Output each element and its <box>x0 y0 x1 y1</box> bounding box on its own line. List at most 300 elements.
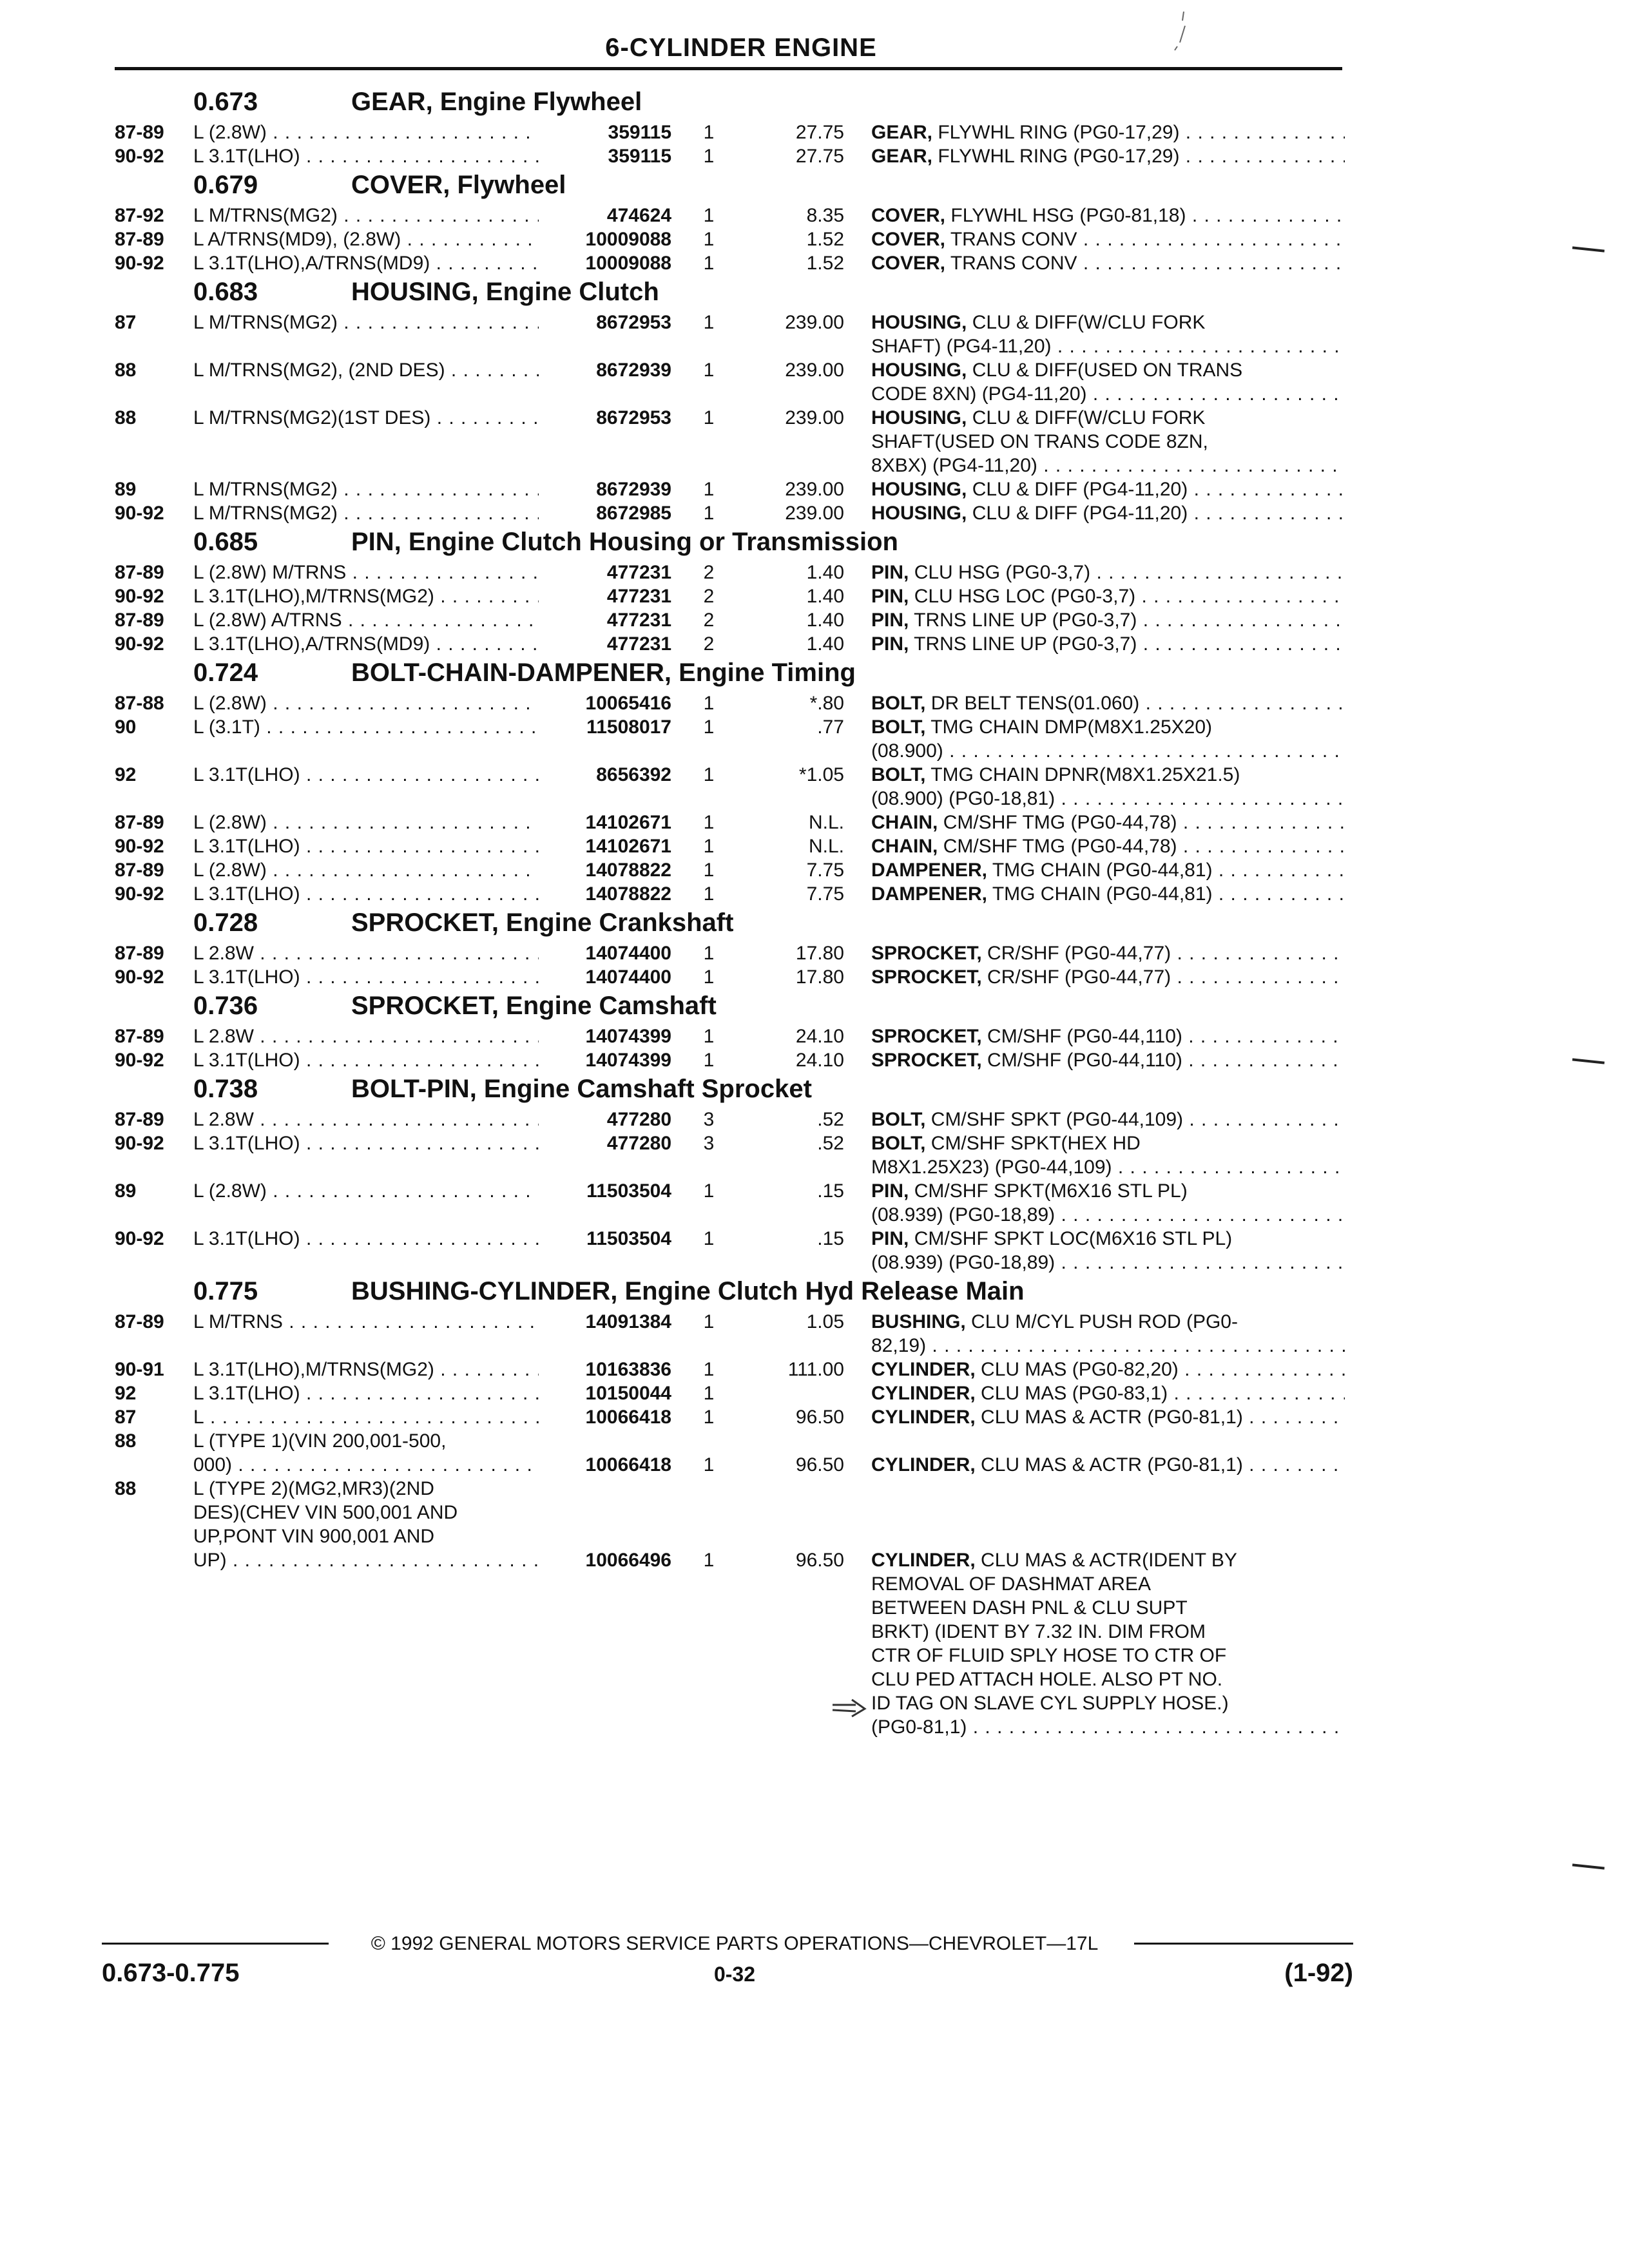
section-name: BOLT-CHAIN-DAMPENER, Engine Timing <box>351 658 856 687</box>
description-line <box>871 858 1345 882</box>
description-text: FLYWHL RING (PG0-17,29) <box>938 122 1180 143</box>
application <box>193 1179 539 1203</box>
description-keyword: GEAR, <box>871 146 933 167</box>
price: .52 <box>817 1133 844 1154</box>
part-number: 8672953 <box>596 407 671 428</box>
application-line: L . . . <box>193 1405 539 1429</box>
description-line <box>871 144 1345 168</box>
description <box>871 715 1345 763</box>
description <box>871 1048 1345 1072</box>
description-line <box>871 608 1345 632</box>
part-number: 14091384 <box>585 1311 671 1332</box>
description-line <box>871 1155 1345 1179</box>
description-text: CLU MAS (PG0-83,1) <box>981 1383 1168 1404</box>
part-row <box>0 691 1629 715</box>
description-line <box>871 1358 1345 1381</box>
model-years: 87-89 <box>115 1026 164 1047</box>
description-text: TMG CHAIN DMP(M8X1.25X20) <box>930 716 1212 738</box>
quantity: 1 <box>703 966 715 988</box>
description-text: BRKT) (IDENT BY 7.32 IN. DIM FROM <box>871 1621 1206 1642</box>
part-number: 10066418 <box>585 1454 671 1475</box>
description-line <box>871 632 1345 656</box>
description-keyword: SPROCKET, <box>871 1026 982 1047</box>
description-text: CLU MAS (PG0-82,20) <box>981 1359 1179 1380</box>
application <box>193 358 539 382</box>
section-number: 0.679 <box>193 171 258 199</box>
description-keyword: SPROCKET, <box>871 966 982 988</box>
quantity: 1 <box>703 693 715 714</box>
description <box>871 608 1345 632</box>
section-number: 0.673 <box>193 88 258 116</box>
part-row <box>0 251 1629 275</box>
quantity: 1 <box>703 205 715 226</box>
application-line: L M/TRNS(MG2) . . . <box>193 477 539 501</box>
description-keyword: SPROCKET, <box>871 943 982 964</box>
price: .77 <box>817 716 844 738</box>
description-line <box>871 406 1345 430</box>
price: 7.75 <box>806 883 844 905</box>
quantity: 1 <box>703 229 715 250</box>
part-number: 10150044 <box>585 1383 671 1404</box>
description-keyword: CYLINDER, <box>871 1454 976 1475</box>
section-name: GEAR, Engine Flywheel <box>351 88 642 116</box>
part-number: 477231 <box>606 562 671 583</box>
application-line: L 3.1T(LHO) . . . <box>193 834 539 858</box>
description-text: TRANS CONV <box>950 229 1077 250</box>
description-keyword: PIN, <box>871 1180 909 1202</box>
application-line: UP,PONT VIN 900,001 AND <box>193 1526 435 1547</box>
description-text: CLU PED ATTACH HOLE. ALSO PT NO. <box>871 1669 1223 1690</box>
application-line: L M/TRNS(MG2), (2ND DES) . . . <box>193 358 539 382</box>
part-number: 477231 <box>606 610 671 631</box>
description <box>871 1358 1345 1381</box>
description-line <box>871 965 1345 989</box>
quantity: 1 <box>703 253 715 274</box>
description-keyword: PIN, <box>871 562 909 583</box>
quantity: 3 <box>703 1133 715 1154</box>
description-line <box>871 1644 1345 1667</box>
price: 27.75 <box>795 146 844 167</box>
description-line <box>871 358 1345 382</box>
part-row <box>0 632 1629 656</box>
description-text: DR BELT TENS(01.060) <box>930 693 1140 714</box>
section-heading <box>0 88 1629 117</box>
quantity: 1 <box>703 812 715 833</box>
application-line: L 2.8W . . . <box>193 1108 539 1131</box>
description-line <box>871 120 1345 144</box>
quantity: 1 <box>703 716 715 738</box>
application-line: L 3.1T(LHO) . . . <box>193 763 539 787</box>
application <box>193 1024 539 1048</box>
description <box>871 1548 1345 1739</box>
part-number: 10009088 <box>585 229 671 250</box>
description-line <box>871 1024 1345 1048</box>
application <box>193 144 539 168</box>
part-row <box>0 1024 1629 1048</box>
description-text: CR/SHF (PG0-44,77) <box>987 966 1171 988</box>
part-number: 14074399 <box>585 1026 671 1047</box>
section-heading <box>0 908 1629 938</box>
price: *1.05 <box>798 764 844 785</box>
application <box>193 1310 539 1334</box>
application <box>193 763 539 787</box>
model-years: 87-89 <box>115 1311 164 1332</box>
section-range: 0.673-0.775 <box>102 1959 240 1987</box>
application <box>193 1227 539 1251</box>
application-line: L A/TRNS(MD9), (2.8W) . . . <box>193 227 539 251</box>
part-row <box>0 1310 1629 1358</box>
quantity: 1 <box>703 1180 715 1202</box>
description <box>871 941 1345 965</box>
description-text: FLYWHL HSG (PG0-81,18) <box>950 205 1186 226</box>
application <box>193 1381 539 1405</box>
application <box>193 965 539 989</box>
part-number: 8672939 <box>596 360 671 381</box>
description-text: CM/SHF TMG (PG0-44,78) <box>943 812 1177 833</box>
part-number: 10065416 <box>585 693 671 714</box>
description <box>871 965 1345 989</box>
description <box>871 1405 1345 1429</box>
application-line: L 2.8W . . . <box>193 1024 539 1048</box>
application <box>193 715 539 739</box>
price: 1.52 <box>806 229 844 250</box>
part-row <box>0 941 1629 965</box>
description-line <box>871 1596 1345 1620</box>
description-text: CM/SHF SPKT LOC(M6X16 STL PL) <box>914 1228 1233 1249</box>
price: 1.40 <box>806 610 844 631</box>
part-row <box>0 144 1629 168</box>
description-text: CODE 8XN) (PG4-11,20) <box>871 383 1087 405</box>
application-line: L M/TRNS(MG2) . . . <box>193 501 539 525</box>
application <box>193 834 539 858</box>
model-years: 87 <box>115 312 137 333</box>
application-line: DES)(CHEV VIN 500,001 AND <box>193 1502 458 1523</box>
section-heading <box>0 171 1629 200</box>
description-keyword: HOUSING, <box>871 479 967 500</box>
application-line: L 3.1T(LHO) . . . <box>193 1048 539 1072</box>
description-text: CLU & DIFF (PG4-11,20) <box>972 479 1188 500</box>
description-line <box>871 430 1345 454</box>
part-number: 14102671 <box>585 836 671 857</box>
description-line <box>871 454 1345 477</box>
description-line <box>871 1108 1345 1131</box>
description-line <box>871 941 1345 965</box>
application <box>193 477 539 501</box>
model-years: 87-89 <box>115 1109 164 1130</box>
application-line: L 3.1T(LHO) . . . <box>193 882 539 906</box>
part-row <box>0 1358 1629 1381</box>
part-number: 10066496 <box>585 1550 671 1571</box>
section-name: HOUSING, Engine Clutch <box>351 278 659 306</box>
section-heading <box>0 528 1629 557</box>
quantity: 1 <box>703 1383 715 1404</box>
part-row <box>0 965 1629 989</box>
part-number: 474624 <box>606 205 671 226</box>
quantity: 1 <box>703 943 715 964</box>
section-name: COVER, Flywheel <box>351 171 566 199</box>
application-line: 000) . . . <box>193 1453 539 1477</box>
price: 1.52 <box>806 253 844 274</box>
part-number: 8672953 <box>596 312 671 333</box>
application-line: L 3.1T(LHO),A/TRNS(MD9) . . . <box>193 251 539 275</box>
description-line <box>871 1179 1345 1203</box>
revision-date: (1-92) <box>1284 1959 1353 1987</box>
header-rule <box>115 67 1342 70</box>
section-heading <box>0 992 1629 1021</box>
price: 96.50 <box>795 1454 844 1475</box>
application-line: L 3.1T(LHO) . . . <box>193 1381 539 1405</box>
section-number: 0.775 <box>193 1277 258 1305</box>
part-number: 14074400 <box>585 943 671 964</box>
footer-rule-right <box>1134 1943 1353 1945</box>
description-text: TMG CHAIN (PG0-44,81) <box>992 860 1213 881</box>
application <box>193 608 539 632</box>
price: 24.10 <box>795 1026 844 1047</box>
description-text: M8X1.25X23) (PG0-44,109) <box>871 1157 1112 1178</box>
part-number: 359115 <box>608 122 671 143</box>
part-row <box>0 1405 1629 1429</box>
price: 239.00 <box>785 503 844 524</box>
price: 1.40 <box>806 562 844 583</box>
part-row <box>0 477 1629 501</box>
description-text: CTR OF FLUID SPLY HOSE TO CTR OF <box>871 1645 1227 1666</box>
application <box>193 882 539 906</box>
description <box>871 1131 1345 1179</box>
description-line <box>871 691 1345 715</box>
application-line: L (TYPE 1)(VIN 200,001-500, <box>193 1430 447 1452</box>
part-row <box>0 1108 1629 1131</box>
description-line <box>871 1381 1345 1405</box>
description <box>871 691 1345 715</box>
application-line: L M/TRNS(MG2)(1ST DES) . . . <box>193 406 539 430</box>
model-years: 87-92 <box>115 205 164 226</box>
part-number: 14078822 <box>585 883 671 905</box>
part-row <box>0 311 1629 358</box>
price: 1.40 <box>806 633 844 655</box>
application <box>193 311 539 334</box>
description-text: CLU MAS & ACTR(IDENT BY <box>981 1550 1237 1571</box>
application <box>193 941 539 965</box>
description-line <box>871 1620 1345 1644</box>
model-years: 89 <box>115 479 137 500</box>
quantity: 3 <box>703 1109 715 1130</box>
description <box>871 501 1345 525</box>
price: 27.75 <box>795 122 844 143</box>
description-line <box>871 334 1345 358</box>
part-row <box>0 204 1629 227</box>
description-keyword: BOLT, <box>871 1109 926 1130</box>
application <box>193 1358 539 1381</box>
description-line <box>871 501 1345 525</box>
description-text: 8XBX) (PG4-11,20) <box>871 455 1037 476</box>
description-text: CLU & DIFF(USED ON TRANS <box>972 360 1243 381</box>
description <box>871 1453 1345 1477</box>
price: 17.80 <box>795 943 844 964</box>
part-number: 477231 <box>606 633 671 655</box>
description <box>871 1024 1345 1048</box>
application-line: L M/TRNS(MG2) . . . <box>193 311 539 334</box>
application <box>193 120 539 144</box>
application-line: L 3.1T(LHO) . . . <box>193 965 539 989</box>
description-keyword: PIN, <box>871 586 909 607</box>
application-line: L (TYPE 2)(MG2,MR3)(2ND <box>193 1478 434 1499</box>
description <box>871 120 1345 144</box>
model-years: 90-92 <box>115 146 164 167</box>
application-line: L (2.8W) M/TRNS . . . <box>193 561 539 584</box>
page-title: 6-CYLINDER ENGINE <box>605 34 877 62</box>
model-years: 90-92 <box>115 883 164 905</box>
description-line <box>871 834 1345 858</box>
description-text: CLU & DIFF (PG4-11,20) <box>972 503 1188 524</box>
description-line <box>871 1572 1345 1596</box>
part-row <box>0 501 1629 525</box>
part-number: 10163836 <box>585 1359 671 1380</box>
quantity: 1 <box>703 1359 715 1380</box>
part-number: 14078822 <box>585 860 671 881</box>
description-text: CLU & DIFF(W/CLU FORK <box>972 312 1206 333</box>
quantity: 2 <box>703 562 715 583</box>
description <box>871 1108 1345 1131</box>
part-row <box>0 608 1629 632</box>
application <box>193 406 539 430</box>
model-years: 90-92 <box>115 966 164 988</box>
description-line <box>871 763 1345 787</box>
section-heading <box>0 278 1629 307</box>
model-years: 87-89 <box>115 122 164 143</box>
description-text: REMOVAL OF DASHMAT AREA <box>871 1573 1151 1595</box>
application <box>193 251 539 275</box>
section-heading <box>0 658 1629 688</box>
description-text: CLU MAS & ACTR (PG0-81,1) <box>981 1454 1243 1475</box>
description-line <box>871 311 1345 334</box>
description-text: (08.939) (PG0-18,89) <box>871 1204 1055 1225</box>
model-years: 92 <box>115 1383 137 1404</box>
description <box>871 477 1345 501</box>
quantity: 1 <box>703 1026 715 1047</box>
description-line <box>871 1131 1345 1155</box>
quantity: 1 <box>703 1228 715 1249</box>
description-text: CM/SHF (PG0-44,110) <box>987 1026 1182 1047</box>
description-text: CM/SHF TMG (PG0-44,78) <box>943 836 1177 857</box>
description-text: TMG CHAIN (PG0-44,81) <box>992 883 1213 905</box>
part-row <box>0 358 1629 406</box>
description <box>871 561 1345 584</box>
application <box>193 584 539 608</box>
application-line: L (2.8W) . . . <box>193 120 539 144</box>
quantity: 1 <box>703 836 715 857</box>
quantity: 2 <box>703 610 715 631</box>
model-years: 90-92 <box>115 1050 164 1071</box>
description-line <box>871 811 1345 834</box>
part-row <box>0 561 1629 584</box>
description-keyword: HOUSING, <box>871 407 967 428</box>
application <box>193 1108 539 1131</box>
description-text: CM/SHF SPKT(M6X16 STL PL) <box>914 1180 1188 1202</box>
description-text: (08.939) (PG0-18,89) <box>871 1252 1055 1273</box>
pencil-scribble-mark <box>1170 9 1195 54</box>
description-line <box>871 561 1345 584</box>
price: .15 <box>817 1180 844 1202</box>
part-row <box>0 1131 1629 1179</box>
part-number: 14102671 <box>585 812 671 833</box>
description <box>871 311 1345 358</box>
description-text: 82,19) <box>871 1335 927 1356</box>
quantity: 1 <box>703 407 715 428</box>
description-line <box>871 1405 1345 1429</box>
description-text: FLYWHL RING (PG0-17,29) <box>938 146 1180 167</box>
description-line <box>871 1548 1345 1572</box>
description-keyword: PIN, <box>871 610 909 631</box>
description-line <box>871 227 1345 251</box>
description-keyword: COVER, <box>871 205 946 226</box>
application <box>193 561 539 584</box>
model-years: 88 <box>115 407 137 428</box>
price: 96.50 <box>795 1550 844 1571</box>
description-text: CM/SHF SPKT (PG0-44,109) <box>930 1109 1184 1130</box>
part-number: 359115 <box>608 146 671 167</box>
part-number: 11503504 <box>586 1228 671 1249</box>
price: 96.50 <box>795 1407 844 1428</box>
application <box>193 1048 539 1072</box>
part-number: 11503504 <box>586 1180 671 1202</box>
quantity: 1 <box>703 312 715 333</box>
quantity: 1 <box>703 146 715 167</box>
description-keyword: BOLT, <box>871 1133 926 1154</box>
price: 239.00 <box>785 360 844 381</box>
part-number: 10009088 <box>585 253 671 274</box>
part-number: 14074399 <box>585 1050 671 1071</box>
part-row <box>0 1477 1629 1738</box>
page-number: 0-32 <box>713 1963 756 1986</box>
description-keyword: CYLINDER, <box>871 1359 976 1380</box>
quantity: 2 <box>703 633 715 655</box>
price: 239.00 <box>785 312 844 333</box>
price: *.80 <box>809 693 844 714</box>
description-keyword: GEAR, <box>871 122 933 143</box>
model-years: 90-92 <box>115 633 164 655</box>
description-line <box>871 251 1345 275</box>
model-years: 87-89 <box>115 229 164 250</box>
application-line: L 3.1T(LHO) . . . <box>193 144 539 168</box>
part-row <box>0 406 1629 477</box>
part-number: 10066418 <box>585 1407 671 1428</box>
price: 8.35 <box>806 205 844 226</box>
application-line: L (2.8W) . . . <box>193 858 539 882</box>
application <box>193 204 539 227</box>
description-keyword: COVER, <box>871 253 946 274</box>
description-line <box>871 1203 1345 1227</box>
description <box>871 358 1345 406</box>
section-heading <box>0 1075 1629 1104</box>
part-row <box>0 1048 1629 1072</box>
description-keyword: COVER, <box>871 229 946 250</box>
price: .15 <box>817 1228 844 1249</box>
price: 111.00 <box>787 1359 844 1380</box>
application-line: L M/TRNS(MG2) . . . <box>193 204 539 227</box>
description-line <box>871 477 1345 501</box>
part-row <box>0 1429 1629 1477</box>
description-text: CLU M/CYL PUSH ROD (PG0- <box>971 1311 1238 1332</box>
model-years: 88 <box>115 1430 137 1452</box>
description-keyword: SPROCKET, <box>871 1050 982 1071</box>
description-text: BETWEEN DASH PNL & CLU SUPT <box>871 1597 1188 1619</box>
application <box>193 227 539 251</box>
part-number: 8656392 <box>596 764 671 785</box>
quantity: 1 <box>703 1050 715 1071</box>
part-number: 8672985 <box>596 503 671 524</box>
description-keyword: PIN, <box>871 1228 909 1249</box>
section-number: 0.728 <box>193 908 258 937</box>
